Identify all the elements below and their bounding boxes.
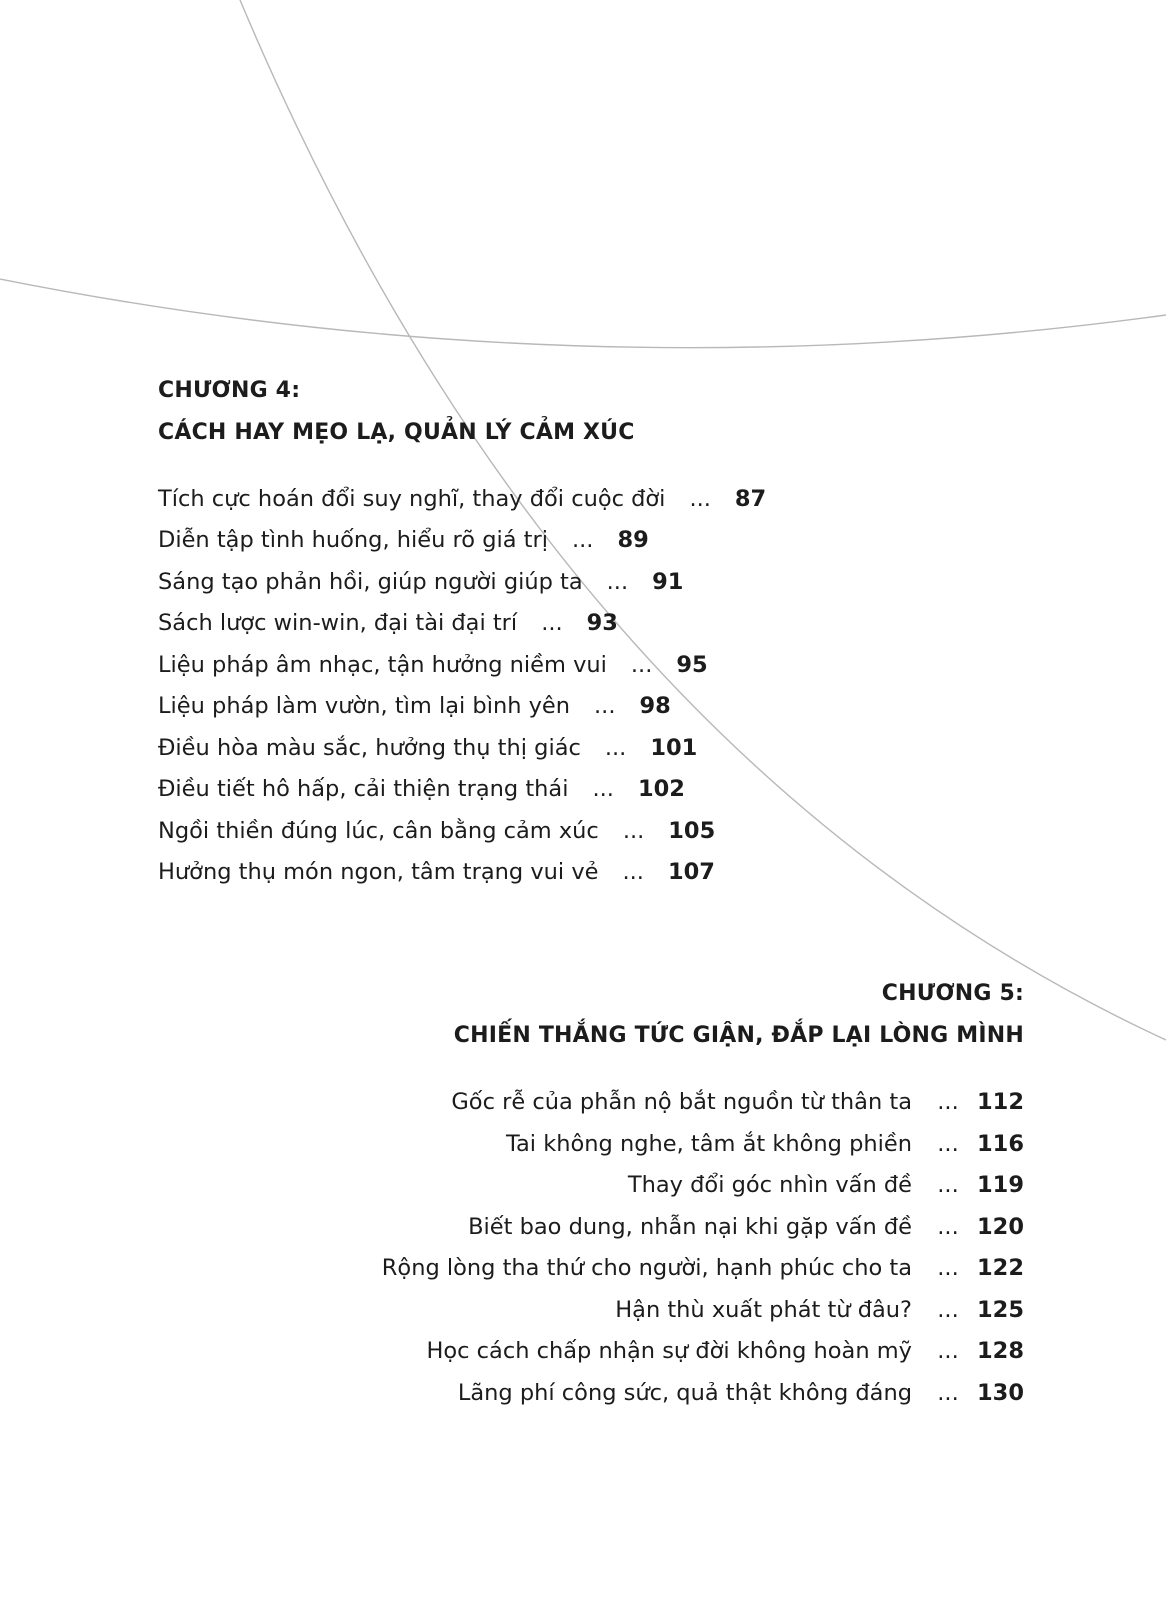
entry-title: Điều hòa màu sắc, hưởng thụ thị giác [158, 735, 581, 761]
entry-title: Liệu pháp làm vườn, tìm lại bình yên [158, 693, 571, 719]
entry-dots: ... [604, 735, 627, 761]
entry-dots: ... [937, 1380, 959, 1406]
entry-title: Hưởng thụ món ngon, tâm trạng vui vẻ [158, 859, 599, 885]
entry-title: Ngồi thiền đúng lúc, cân bằng cảm xúc [158, 818, 599, 844]
entry-title: Học cách chấp nhận sự đời không hoàn mỹ [426, 1338, 912, 1364]
toc-entry[interactable] [158, 608, 618, 638]
chapter-4-title: CÁCH HAY MẸO LẠ, QUẢN LÝ CẢM XÚC [158, 420, 635, 445]
entry-page: 112 [977, 1089, 1024, 1115]
entry-title: Tai không nghe, tâm ắt không phiền [506, 1131, 912, 1157]
entry-page: 116 [977, 1131, 1024, 1157]
entry-page: 130 [977, 1380, 1024, 1406]
toc-entry[interactable] [158, 857, 715, 887]
horizontal-arc-line [0, 279, 1166, 348]
entry-title: Diễn tập tình huống, hiểu rõ giá trị [158, 527, 548, 553]
toc-entry[interactable] [451, 1087, 1024, 1117]
entry-dots: ... [937, 1338, 959, 1364]
entry-page: 102 [637, 776, 685, 802]
toc-entry[interactable] [468, 1212, 1024, 1242]
entry-title: Thay đổi góc nhìn vấn đề [627, 1172, 912, 1198]
toc-entry[interactable] [158, 567, 683, 597]
entry-title: Rộng lòng tha thứ cho người, hạnh phúc cho ta [381, 1255, 912, 1281]
entry-title: Lãng phí công sức, quả thật không đáng [457, 1380, 912, 1406]
entry-page: 89 [617, 527, 649, 553]
entry-dots: ... [937, 1214, 959, 1240]
chapter-5-title: CHIẾN THẮNG TỨC GIẬN, ĐẮP LẠI LÒNG MÌNH [453, 1023, 1024, 1048]
entry-dots: ... [937, 1172, 959, 1198]
entry-page: 101 [650, 735, 698, 761]
chapter-5-number: CHƯƠNG 5: [881, 981, 1024, 1006]
toc-entry[interactable] [158, 525, 649, 555]
entry-title: Liệu pháp âm nhạc, tận hưởng niềm vui [158, 652, 607, 678]
entry-page: 107 [667, 859, 715, 885]
entry-page: 91 [652, 569, 684, 595]
entry-title: Điều tiết hô hấp, cải thiện trạng thái [158, 776, 569, 802]
toc-entry[interactable] [158, 484, 766, 514]
entry-dots: ... [622, 859, 644, 885]
toc-entry[interactable] [158, 650, 708, 680]
entry-page: 93 [586, 610, 618, 636]
toc-entry[interactable] [158, 733, 697, 763]
entry-dots: ... [592, 776, 614, 802]
entry-title: Hận thù xuất phát từ đâu? [615, 1297, 912, 1323]
entry-page: 119 [977, 1172, 1024, 1198]
entry-title: Gốc rễ của phẫn nộ bắt nguồn từ thân ta [451, 1089, 912, 1115]
entry-dots: ... [594, 693, 616, 719]
entry-dots: ... [622, 818, 645, 844]
toc-entry[interactable] [158, 691, 671, 721]
entry-page: 125 [977, 1297, 1024, 1323]
entry-page: 95 [676, 652, 708, 678]
entry-page: 120 [977, 1214, 1024, 1240]
entry-title: Tích cực hoán đổi suy nghĩ, thay đổi cuộc đời [158, 486, 666, 512]
entry-page: 87 [734, 486, 767, 512]
toc-entry[interactable] [158, 816, 715, 846]
entry-page: 128 [977, 1338, 1024, 1364]
entry-dots: ... [689, 486, 711, 512]
entry-dots: ... [937, 1255, 959, 1281]
toc-entry[interactable] [615, 1295, 1024, 1325]
entry-dots: ... [630, 652, 653, 678]
entry-dots: ... [572, 527, 594, 553]
entry-page: 98 [639, 693, 671, 719]
entry-title: Sáng tạo phản hồi, giúp người giúp ta [158, 569, 583, 595]
entry-page: 105 [668, 818, 716, 844]
toc-entry[interactable] [458, 1378, 1024, 1408]
chapter-4-number: CHƯƠNG 4: [158, 378, 301, 403]
entry-dots: ... [606, 569, 629, 595]
toc-entry[interactable] [426, 1336, 1024, 1366]
entry-title: Biết bao dung, nhẫn nại khi gặp vấn đề [468, 1214, 912, 1240]
entry-page: 122 [977, 1255, 1024, 1281]
toc-entry[interactable] [382, 1253, 1024, 1283]
entry-dots: ... [541, 610, 563, 636]
entry-dots: ... [937, 1297, 959, 1323]
entry-title: Sách lược win-win, đại tài đại trí [158, 610, 518, 636]
entry-dots: ... [937, 1089, 959, 1115]
toc-entry[interactable] [628, 1170, 1024, 1200]
toc-entry[interactable] [506, 1129, 1024, 1159]
entry-dots: ... [937, 1131, 959, 1157]
toc-entry[interactable] [158, 774, 685, 804]
